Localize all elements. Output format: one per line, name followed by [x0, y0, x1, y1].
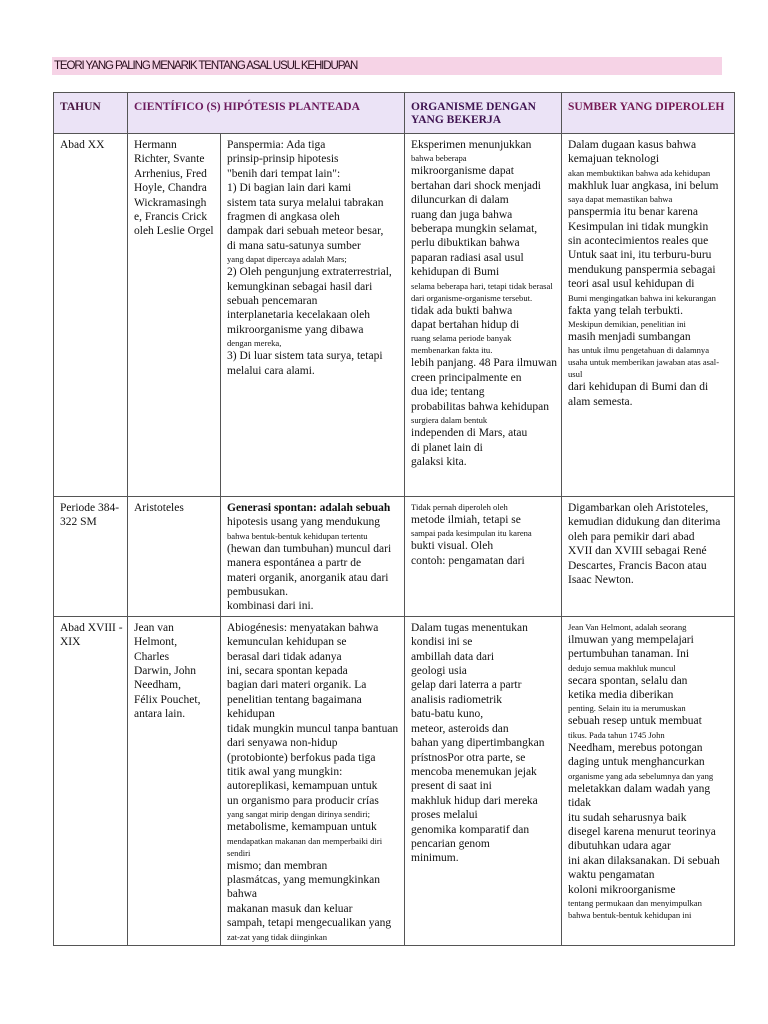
- cell-organisme: [405, 497, 562, 617]
- scientist-line: oleh Leslie Orgel: [134, 225, 214, 238]
- hipotesis-line: plasmátcas, yang memungkinkan bahwa: [227, 873, 380, 901]
- hipotesis-line: (protobionte) berfokus pada tiga: [227, 751, 376, 764]
- hipotesis-line: manera espontánea a partr de: [227, 557, 362, 570]
- sumber-line: has untuk ilmu pengetahuan di dalamnya: [568, 345, 710, 356]
- hipotesis-line: makanan masuk dan keluar: [227, 902, 353, 915]
- organisme-line: galaksi kita.: [411, 455, 467, 468]
- hipotesis-line: 3) Di luar sistem tata surya, tetapi: [227, 350, 383, 363]
- header-organisme: ORGANISME DENGAN YANG BEKERJA: [405, 93, 562, 134]
- sumber-line: makhluk luar angkasa, ini belum: [568, 179, 719, 192]
- sumber-line: pertumbuhan tanaman. Ini: [568, 648, 690, 661]
- cell-organisme: [405, 134, 562, 497]
- hipotesis-line: kombinasi dari ini.: [227, 600, 314, 613]
- sumber-line: teori asal usul kehidupan di: [568, 278, 695, 291]
- sumber-line: dari kehidupan di Bumi dan di: [568, 381, 709, 394]
- sumber-line: Descartes, Francis Bacon atau: [568, 559, 707, 572]
- sumber-line: dibutuhkan udara agar: [568, 840, 671, 853]
- sumber-line: dedujo semua makhluk muncul: [568, 662, 676, 673]
- hipotesis-line: "benih dari tempat lain":: [227, 167, 341, 180]
- sumber-line: kemajuan teknologi: [568, 153, 660, 166]
- hipotesis-line: Generasi spontan: adalah sebuah: [227, 502, 391, 514]
- organisme-line: beberapa mungkin selamat, perlu dibuktikan bahwa: [411, 223, 538, 250]
- sumber-line: Isaac Newton.: [568, 574, 634, 587]
- organisme-line: proses melalui: [411, 809, 478, 822]
- sumber-line: itu sudah seharusnya baik: [568, 811, 687, 824]
- hipotesis-line: fragmen di angkasa oleh: [227, 211, 340, 224]
- sumber-line: sin acontecimientos reales que: [568, 235, 709, 248]
- organisme-line: diluncurkan di dalam: [411, 194, 509, 207]
- hipotesis-line: dari senyawa non-hidup: [227, 737, 338, 750]
- organisme-line: geologi usia: [411, 665, 467, 678]
- cell-sumber: [562, 616, 735, 945]
- organisme-line: minimum.: [411, 852, 459, 865]
- hipotesis-line: mismo; dan membran: [227, 859, 328, 872]
- sumber-line: sebuah resep untuk membuat: [568, 715, 702, 728]
- header-tahun: TAHUN: [54, 93, 128, 134]
- sumber-line: disegel karena menurut teorinya: [568, 825, 716, 838]
- sumber-line: Jean Van Helmont, adalah seorang: [568, 621, 687, 632]
- cell-tahun: Abad XVIII - XIX: [54, 616, 128, 945]
- sumber-line: Meskipun demikian, penelitian ini: [568, 319, 686, 330]
- sumber-line: koloni mikroorganisme: [568, 883, 676, 896]
- hipotesis-line: hipotesis usang yang mendukung: [227, 516, 380, 529]
- sumber-line: alam semesta.: [568, 395, 633, 408]
- table-row: [54, 134, 735, 497]
- organisme-line: tidak ada bukti bahwa: [411, 304, 513, 317]
- sumber-line: Dalam dugaan kasus bahwa: [568, 139, 697, 151]
- sumber-line: Kesimpulan ini tidak mungkin: [568, 220, 709, 233]
- sumber-line: secara spontan, selalu dan: [568, 674, 688, 687]
- sumber-line: XVII dan XVIII sebagai René: [568, 545, 707, 558]
- hipotesis-line: Panspermia: Ada tiga: [227, 139, 326, 151]
- organisme-line: creen principalmente en: [411, 371, 522, 384]
- header-cientifico-hipotesis: [128, 93, 405, 134]
- organisme-line: mencoba menemukan jejak: [411, 765, 537, 778]
- table-row: [54, 616, 735, 945]
- sumber-line: usaha untuk memberikan jawaban atas asal-usul: [568, 357, 720, 380]
- organisme-line: contoh: pengamatan dari: [411, 554, 525, 567]
- organisme-line: Tidak pernah diperoleh oleh: [411, 502, 508, 512]
- scientist-line: Helmont,: [134, 636, 178, 649]
- organisme-line: kondisi ini se: [411, 636, 473, 649]
- hipotesis-line: autoreplikasi, kemampuan untuk: [227, 780, 378, 793]
- sumber-line: Needham, merebus potongan: [568, 741, 703, 754]
- sumber-line: waktu pengamatan: [568, 869, 655, 882]
- cell-hipotesis: [221, 616, 405, 945]
- scientist-line: Richter, Svante: [134, 153, 205, 166]
- hipotesis-line: un organismo para producir crías: [227, 794, 379, 807]
- hipotesis-line: titik awal yang mungkin:: [227, 765, 343, 778]
- organisme-line: paparan radiasi asal usul kehidupan di Bumi: [411, 251, 524, 279]
- sumber-line: Bumi mengingatkan bahwa ini kekurangan: [568, 292, 716, 303]
- scientist-line: Félix Pouchet,: [134, 693, 201, 706]
- sumber-line: ilmuwan yang mempelajari: [568, 633, 694, 646]
- scientist-line: Hermann: [134, 139, 177, 151]
- cell-tahun: Periode 384-322 SM: [54, 497, 128, 617]
- sumber-line: meletakkan dalam wadah yang tidak: [568, 782, 711, 810]
- cell-cientifico: [128, 134, 221, 497]
- organisme-line: batu-batu kuno,: [411, 708, 484, 721]
- organisme-line: prístnosPor otra parte, se: [411, 751, 526, 764]
- organisme-line: Eksperimen menunjukkan: [411, 139, 532, 151]
- sumber-line: penting. Selain itu ia merumuskan: [568, 703, 686, 714]
- scientist-line: Charles: [134, 650, 170, 663]
- cell-hipotesis: [221, 497, 405, 617]
- scientist-line: Darwin, John: [134, 665, 196, 678]
- hipotesis-line: zat-zat yang tidak diinginkan: [227, 931, 327, 942]
- hipotesis-line: sebuah pencemaran: [227, 295, 318, 308]
- hipotesis-line: penelitian tentang bagaimana kehidupan: [227, 693, 362, 721]
- organisme-line: lebih panjang. 48 Para ilmuwan: [411, 357, 557, 370]
- organisme-line: ruang dan juga bahwa: [411, 208, 513, 221]
- organisme-line: Dalam tugas menentukan: [411, 621, 528, 634]
- sumber-line: panspermia itu benar karena: [568, 206, 698, 219]
- organisme-line: gelap dari laterra a partr: [411, 679, 522, 692]
- organisme-line: mikroorganisme dapat: [411, 165, 514, 178]
- hipotesis-line: melalui cara alami.: [227, 364, 315, 377]
- cell-hipotesis: [221, 134, 405, 497]
- theories-table: [53, 92, 735, 946]
- hipotesis-line: sampah, tetapi mengecualikan yang: [227, 917, 392, 930]
- sumber-line: mendukung panspermia sebagai: [568, 263, 716, 276]
- scientist-line: Wickramasingh: [134, 196, 207, 209]
- organisme-line: independen di Mars, atau: [411, 427, 528, 440]
- organisme-line: di planet lain di: [411, 441, 483, 454]
- hipotesis-line: yang dapat dipercaya adalah Mars;: [227, 254, 347, 265]
- hipotesis-line: di mana satu-satunya sumber: [227, 239, 361, 252]
- scientist-line: Hoyle, Chandra: [134, 182, 207, 195]
- hipotesis-line: kemunculan kehidupan se: [227, 636, 347, 649]
- hipotesis-line: (hewan dan tumbuhan) muncul dari: [227, 542, 392, 555]
- cell-sumber: [562, 134, 735, 497]
- header-sumber: SUMBER YANG DIPEROLEH: [562, 93, 735, 134]
- organisme-line: analisis radiometrik: [411, 693, 503, 706]
- scientist-line: e, Francis Crick: [134, 211, 208, 224]
- hipotesis-line: sistem tata surya melalui tabrakan: [227, 196, 384, 209]
- hipotesis-line: mikroorganisme yang dibawa: [227, 323, 364, 336]
- page-title: TEORI YANG PALING MENARIK TENTANG ASAL USUL KEHIDUPAN: [52, 57, 722, 75]
- sumber-line: masih menjadi sumbangan: [568, 331, 691, 344]
- header-cientifico: CIENTÍFICO (S): [134, 101, 221, 113]
- sumber-line: tikus. Pada tahun 1745 John: [568, 729, 665, 740]
- hipotesis-line: prinsip-prinsip hipotesis: [227, 153, 339, 166]
- hipotesis-line: tidak mungkin muncul tanpa bantuan: [227, 722, 399, 735]
- hipotesis-line: yang sangat mirip dengan dirinya sendiri;: [227, 809, 370, 820]
- hipotesis-line: 2) Oleh pengunjung extraterrestrial,: [227, 266, 392, 279]
- cell-cientifico: [128, 497, 221, 617]
- sumber-line: ketika media diberikan: [568, 689, 674, 702]
- organisme-line: selama beberapa hari, tetapi tidak berasal dari organisme-organisme tersebut.: [411, 280, 553, 303]
- organisme-line: bertahan dari shock menjadi: [411, 179, 541, 192]
- organisme-line: bukti visual. Oleh: [411, 540, 494, 553]
- organisme-line: surgiera dalam bentuk: [411, 415, 488, 426]
- hipotesis-line: ini, secara spontan kepada: [227, 665, 348, 678]
- hipotesis-line: metabolisme, kemampuan untuk: [227, 821, 377, 834]
- hipotesis-line: bahwa bentuk-bentuk kehidupan tertentu: [227, 530, 368, 541]
- table-header-row: [54, 93, 735, 134]
- organisme-line: makhluk hidup dari mereka: [411, 794, 538, 807]
- sumber-line: ini akan dilaksanakan. Di sebuah: [568, 854, 720, 867]
- hipotesis-line: bagian dari materi organik. La: [227, 679, 367, 692]
- hipotesis-line: interplanetaria kecelakaan oleh: [227, 309, 371, 322]
- cell-sumber: [562, 497, 735, 617]
- sumber-line: saya dapat memastikan bahwa: [568, 194, 673, 205]
- hipotesis-line: dampak dari sebuah meteor besar,: [227, 225, 384, 238]
- organisme-line: bahan yang dipertimbangkan: [411, 737, 545, 750]
- scientist-line: Jean van: [134, 621, 174, 634]
- organisme-line: bahwa beberapa: [411, 153, 467, 164]
- table-row: [54, 497, 735, 617]
- hipotesis-line: dengan mereka,: [227, 338, 282, 349]
- cell-tahun: Abad XX: [54, 134, 128, 497]
- sumber-line: Digambarkan oleh Aristoteles,: [568, 502, 709, 514]
- organisme-line: genomika komparatif dan: [411, 823, 530, 836]
- header-hipotesis: HIPÓTESIS PLANTEADA: [223, 101, 360, 113]
- cell-organisme: [405, 616, 562, 945]
- sumber-line: kemudian didukung dan diterima: [568, 516, 721, 529]
- organisme-line: dua ide; tentang: [411, 386, 485, 399]
- sumber-line: fakta yang telah terbukti.: [568, 304, 683, 317]
- organisme-line: probabilitas bahwa kehidupan: [411, 400, 549, 413]
- hipotesis-line: materi organik, anorganik atau dari pembusukan.: [227, 571, 389, 599]
- organisme-line: meteor, asteroids dan: [411, 722, 509, 735]
- organisme-line: pencarian genom: [411, 837, 490, 850]
- scientist-line: Needham,: [134, 679, 181, 692]
- hipotesis-line: berasal dari tidak adanya: [227, 650, 342, 663]
- hipotesis-line: Abiogénesis: menyatakan bahwa: [227, 621, 379, 634]
- organisme-line: sampai pada kesimpulan itu karena: [411, 528, 532, 539]
- sumber-line: oleh para pemikir dari abad: [568, 530, 695, 543]
- organisme-line: present di saat ini: [411, 780, 492, 793]
- scientist-line: antara lain.: [134, 708, 186, 721]
- sumber-line: daging untuk menghancurkan: [568, 756, 705, 769]
- organisme-line: ruang selama periode banyak membenarkan fakta itu.: [411, 333, 512, 356]
- sumber-line: organisme yang ada sebelumnya dan yang: [568, 770, 714, 781]
- sumber-line: bahwa bentuk-bentuk kehidupan ini: [568, 909, 692, 920]
- hipotesis-line: mendapatkan makanan dan memperbaiki diri sendiri: [227, 835, 383, 858]
- organisme-line: metode ilmiah, tetapi se: [411, 514, 521, 526]
- scientist-line: Arrhenius, Fred: [134, 167, 207, 180]
- organisme-line: dapat bertahan hidup di: [411, 319, 520, 332]
- scientist-line: Aristoteles: [134, 502, 184, 514]
- organisme-line: ambillah data dari: [411, 650, 495, 663]
- sumber-line: tentang permukaan dan menyimpulkan: [568, 897, 702, 908]
- cell-cientifico: [128, 616, 221, 945]
- hipotesis-line: 1) Di bagian lain dari kami: [227, 182, 352, 195]
- hipotesis-line: kemungkinan sebagai hasil dari: [227, 280, 373, 293]
- sumber-line: Untuk saat ini, itu terburu-buru: [568, 249, 712, 262]
- sumber-line: akan membuktikan bahwa ada kehidupan: [568, 167, 711, 178]
